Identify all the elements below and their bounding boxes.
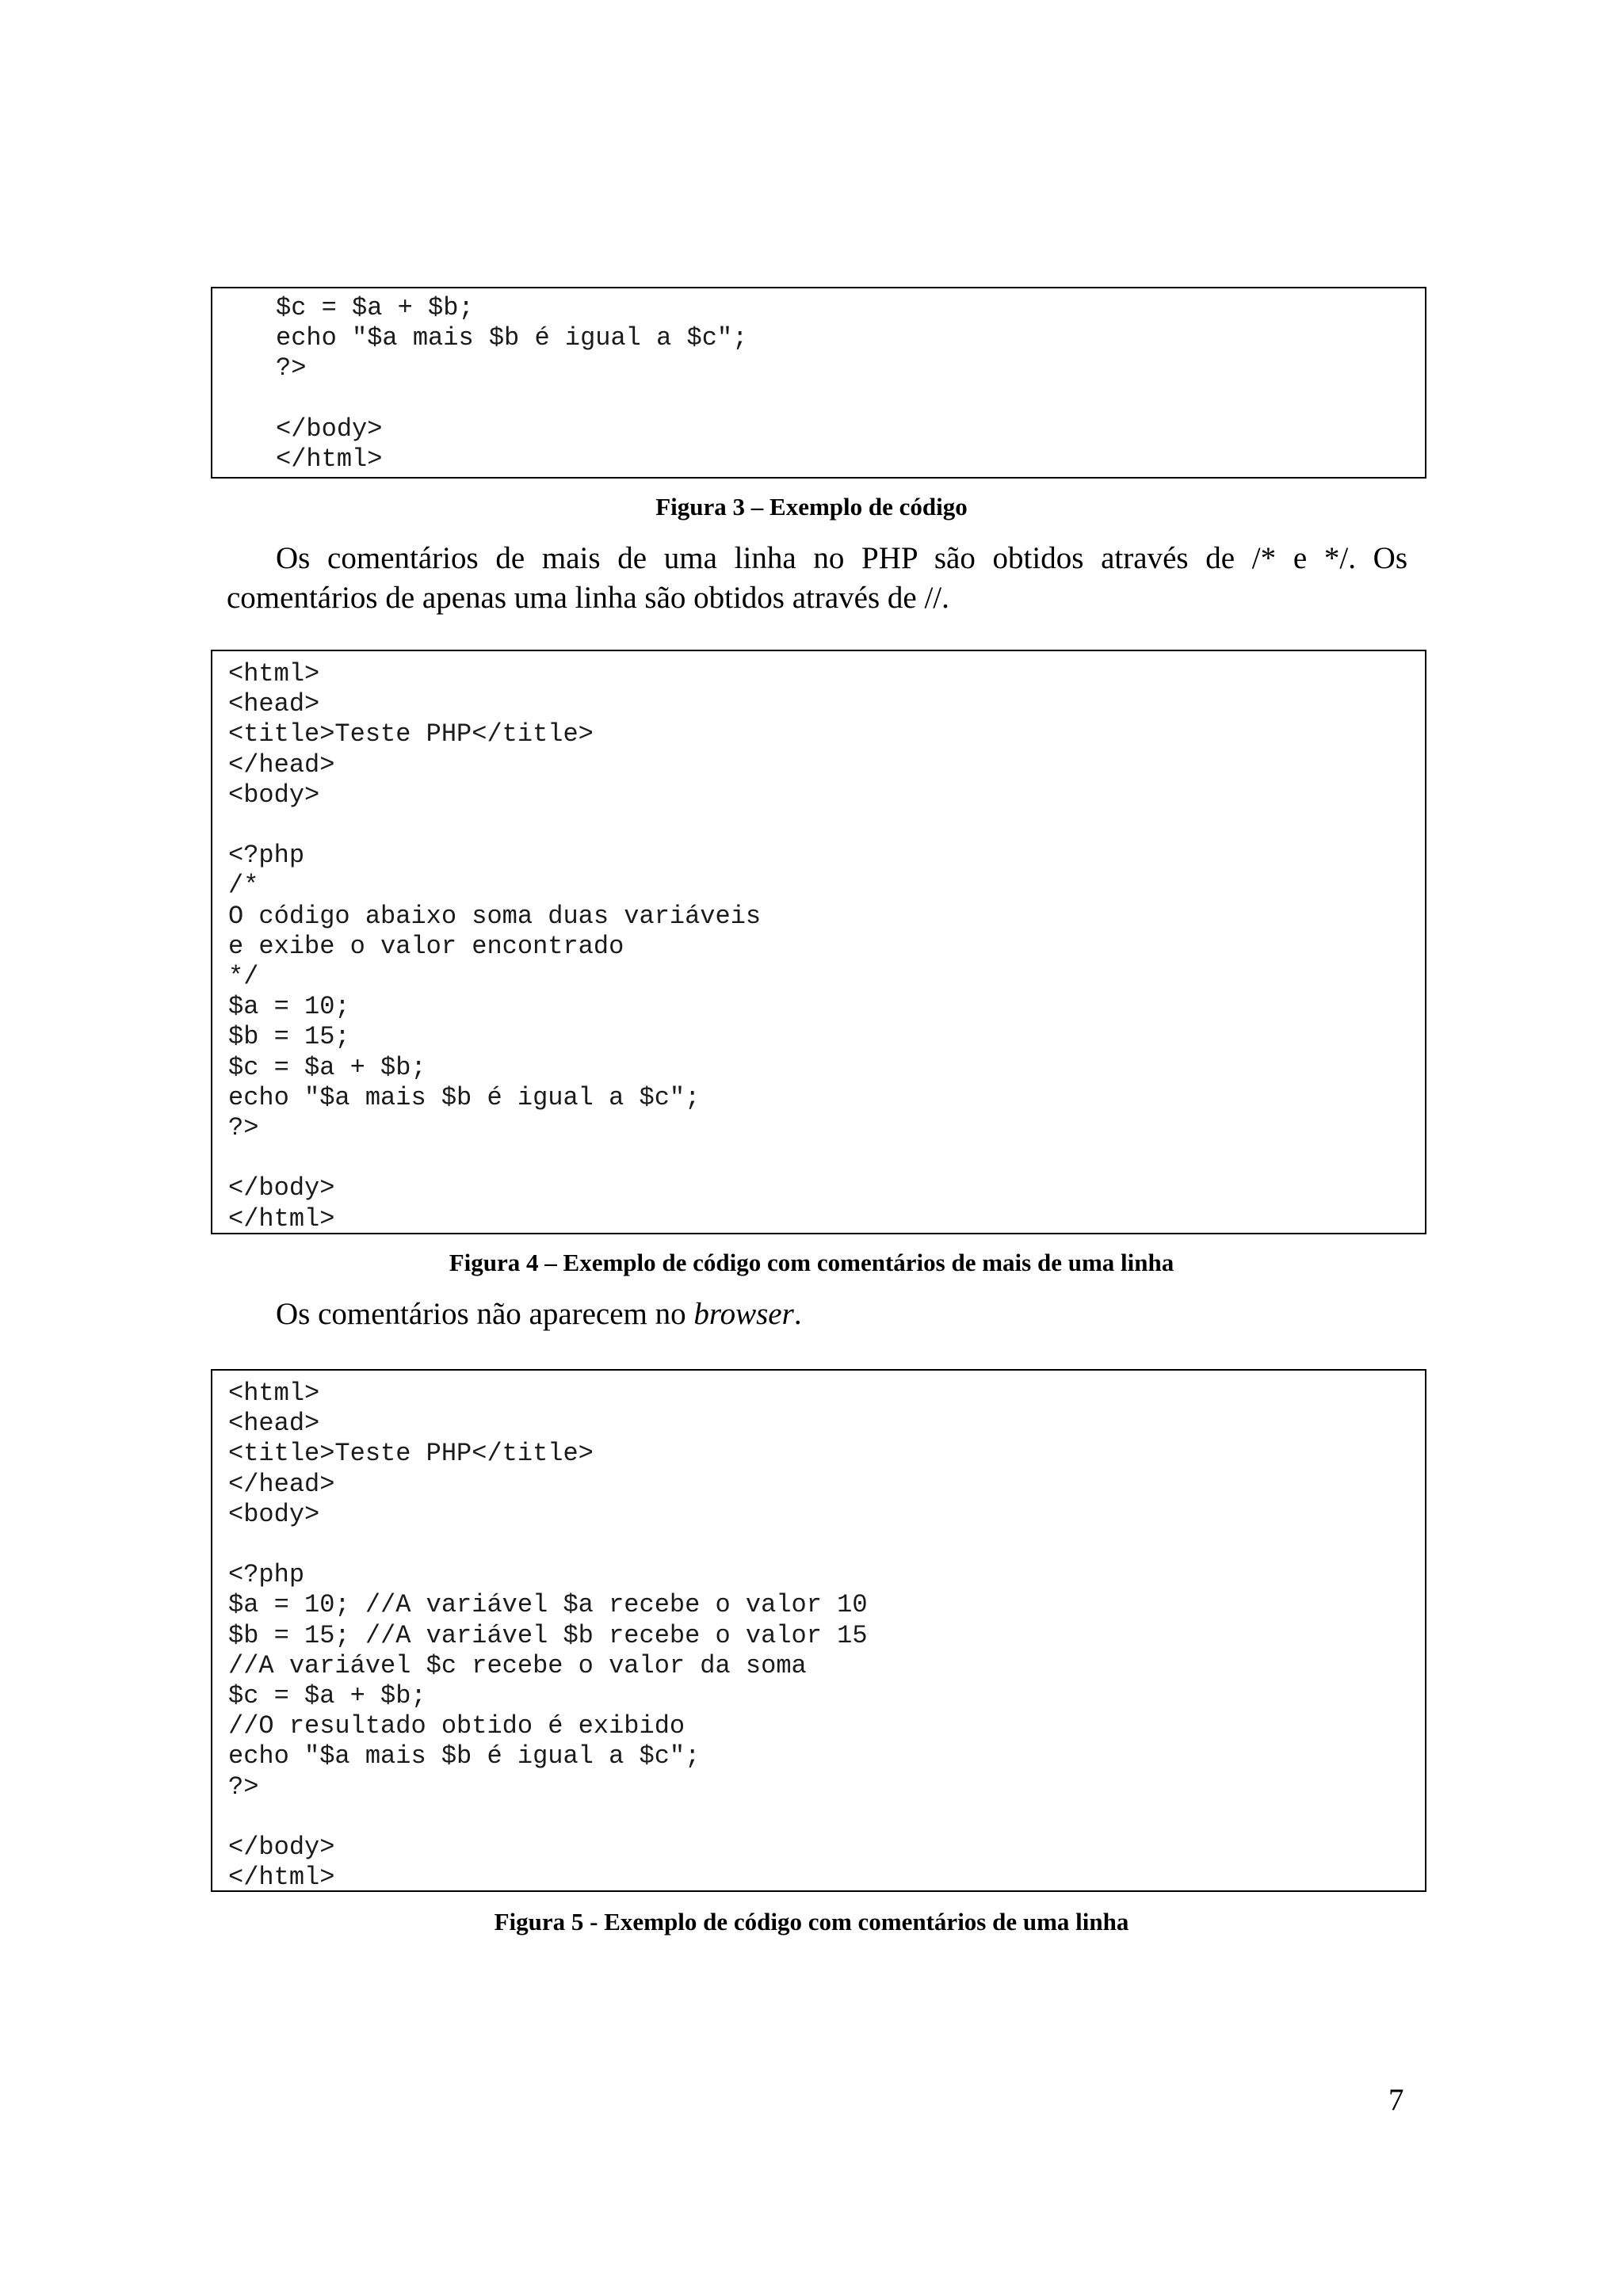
figure-4-caption: Figura 4 – Exemplo de código com comentários de mais de uma linha xyxy=(449,1249,1174,1276)
paragraph-text: Os comentários de mais de uma linha no PHP são obtidos através de /* e */. Os comentários de apenas uma linha são obtidos através de //. xyxy=(227,541,1407,615)
paragraph-emphasis: browser xyxy=(693,1297,794,1331)
page-number: 7 xyxy=(1388,2083,1404,2117)
code-listing-figure-3 xyxy=(211,287,1426,479)
paragraph-comments-syntax xyxy=(227,539,1407,618)
code-text: <html> <head> <title>Teste PHP</title> </head> <body> <?php $a = 10; //A variável $a recebe o valor 10 $b = 15; //A variável $b recebe o valor 15 //A variável $c recebe o valor da soma $c = $a + $b; //O resultado obtido é exibido echo "$a mais $b é igual a $c"; ?> </body> </html> xyxy=(228,1379,868,1893)
paragraph-text-before: Os comentários não aparecem no xyxy=(276,1297,694,1331)
code-text: $c = $a + $b; echo "$a mais $b é igual a $c"; ?> </body> </html> xyxy=(276,293,748,475)
code-listing-figure-5 xyxy=(211,1369,1426,1892)
code-text: <html> <head> <title>Teste PHP</title> </head> <body> <?php /* O código abaixo soma duas variáveis e exibe o valor encontrado */ $a = 10; $b = 15; $c = $a + $b; echo "$a mais $b é igual a $c"; ?> </body> </html> xyxy=(228,659,762,1234)
paragraph-text-after: . xyxy=(793,1297,802,1331)
code-listing-figure-4 xyxy=(211,650,1426,1234)
paragraph-browser-note xyxy=(227,1295,1407,1334)
figure-3-caption: Figura 3 – Exemplo de código xyxy=(655,493,968,521)
figure-5-caption: Figura 5 - Exemplo de código com comentários de uma linha xyxy=(494,1908,1129,1936)
